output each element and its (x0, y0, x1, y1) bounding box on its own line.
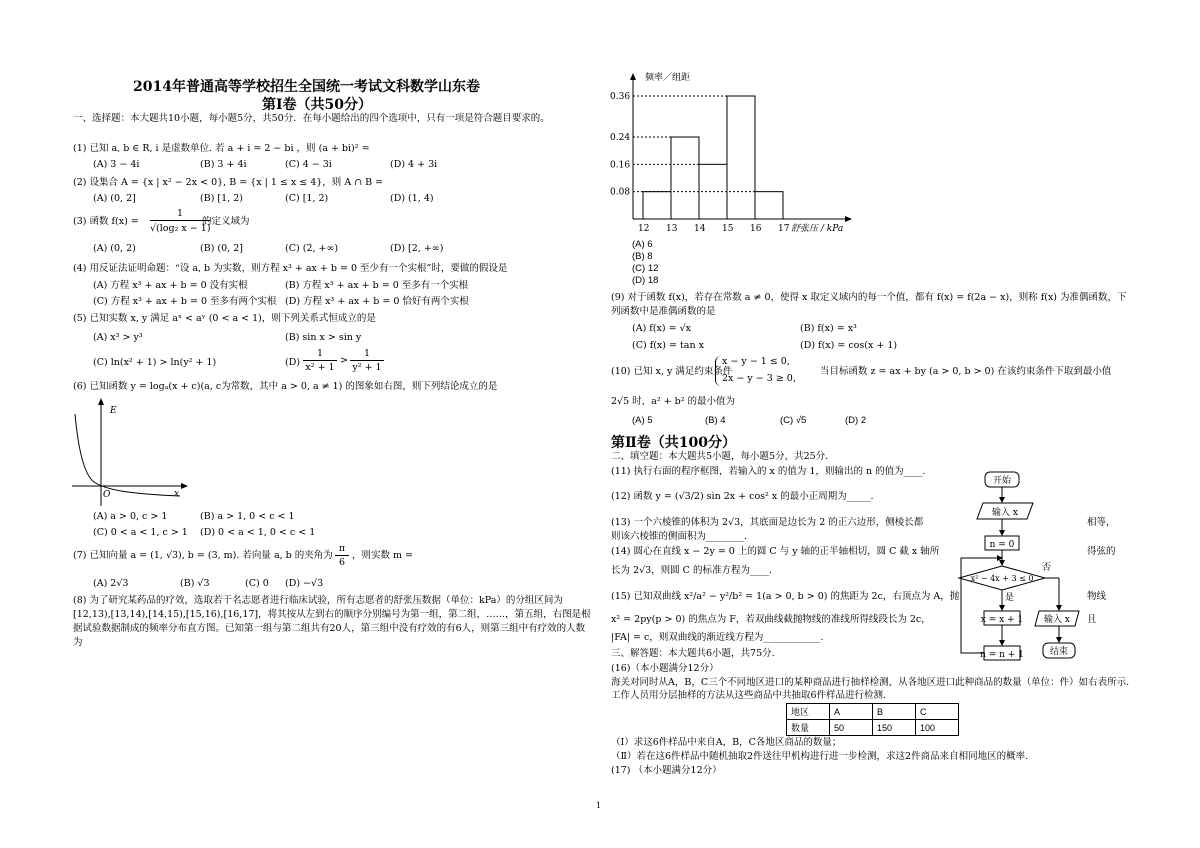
q6-option-d: (D) 0 < a < 1, 0 < c < 1 (200, 527, 316, 538)
x-axis-title: 舒张压 / kPa (791, 224, 844, 234)
q9-option-a: (A) f(x) = √x (632, 323, 691, 334)
q15-stem: (15) 已知双曲线 x²/a² − y²/b² = 1(a > 0, b > 0) 的焦距为 2c，右顶点为 A，抛 (611, 591, 960, 602)
q7-stem-pre: (7) 已知向量 a = (1, √3), b = (3, m). 若向量 a, b 的夹角为 (73, 550, 333, 561)
q1-option-d: (D) 4 + 3i (390, 159, 438, 170)
q6-curve (75, 414, 180, 496)
q12-stem: (12) 函数 y = (√3/2) sin 2x + cos² x 的最小正周期为_____. (611, 491, 874, 502)
q10-constraint-1: x − y − 1 ≤ 0, (722, 356, 790, 367)
q1-option-c: (C) 4 − 3i (285, 159, 332, 170)
flow-cond-text: x² − 4x + 3 ≤ 0 (970, 574, 1034, 583)
q9-option-d: (D) f(x) = cos(x + 1) (800, 340, 898, 351)
q5-d-left-bar (303, 360, 337, 361)
flow-init-text: n = 0 (989, 540, 1015, 550)
x-tick-label: 13 (666, 224, 678, 234)
x-tick-label: 17 (778, 224, 790, 234)
q10-option-d: (D) 2 (845, 415, 867, 426)
q6-axis-y-label: E (110, 406, 117, 416)
q7-frac-den: 6 (338, 557, 346, 568)
q5-option-c: (C) ln(x² + 1) > ln(y² + 1) (93, 357, 217, 368)
q13-stem-end: 相等， (1087, 517, 1116, 528)
flow-step2-text: n = n + 1 (980, 650, 1024, 660)
q4-option-c: (C) 方程 x³ + ax + b = 0 至多有两个实根 (93, 296, 277, 307)
q4-option-b: (B) 方程 x³ + ax + b = 0 至多有一个实根 (285, 280, 469, 291)
table-row (787, 704, 959, 720)
flow-output-text: 输入 x (1044, 615, 1070, 625)
flow-input-text: 输入 x (992, 508, 1018, 518)
q10-option-a: (A) 5 (632, 415, 653, 426)
q8-option-a: (A) 6 (632, 239, 653, 250)
q4-option-d: (D) 方程 x³ + ax + b = 0 恰好有两个实根 (285, 296, 469, 307)
q15-stem-2: x² = 2py(p > 0) 的焦点为 F，若双曲线截抛物线的准线所得线段长为 2c， (611, 614, 931, 625)
q3-option-b: (B) (0, 2] (200, 243, 243, 254)
q8-stem: (8) 为了研究某药品的疗效，选取若干名志愿者进行临床试验，所有志愿者的舒张压数据（单位：kPa）的分组区间为[12,13),[13,14),[14,15),[15,16),[16,17]，将其按从左到右的顺序分别编号为第一组，第二组，……，第五组，右图是根据试验数据制成的频率分布直方图。已知第一组与第二组共有20人，第三组中没有疗效的有6人，则第三组中有疗效的人数为 (73, 595, 591, 648)
q5-option-a: (A) x³ > y³ (93, 332, 143, 343)
q2-option-a: (A) (0, 2] (93, 193, 136, 204)
table-cell: B (873, 704, 916, 720)
q9-stem: (9) 对于函数 f(x)，若存在常数 a ≠ 0，使得 x 取定义域内的每一个值，都有 f(x) = f(2a − x)，则称 f(x) 为准偶函数，下列函数中是准偶函数的是 (611, 292, 1127, 317)
q8-option-d: (D) 18 (632, 275, 659, 286)
q6-option-c: (C) 0 < a < 1, c > 1 (93, 527, 188, 538)
table-cell: 100 (916, 720, 959, 736)
section2-instructions: 二、填空题：本大题共5小题，每小题5分，共25分. (611, 451, 829, 462)
y-tick-label: 0.16 (610, 160, 631, 171)
q6-option-b: (B) a > 1, 0 < c < 1 (200, 511, 295, 522)
q1-option-b: (B) 3 + 4i (200, 159, 247, 170)
histogram-bar (755, 192, 783, 219)
q11-stem: (11) 执行右面的程序框图，若输入的 x 的值为 1，则输出的 n 的值为____. (611, 466, 926, 477)
q9-option-b: (B) f(x) = x³ (800, 323, 857, 334)
y-tick-label: 0.08 (610, 187, 631, 198)
q5-option-d-label: (D) (285, 357, 301, 368)
q15-stem-end-2: 且 (1087, 614, 1097, 625)
table-cell: 地区 (787, 704, 830, 720)
flow-start-text: 开始 (992, 476, 1012, 486)
flow-no-label: 否 (1042, 563, 1052, 573)
q10-option-b: (B) 4 (705, 415, 726, 426)
q7-option-a: (A) 2√3 (93, 578, 129, 589)
q17-heading: (17) （本小题满分12分） (611, 765, 722, 776)
q10-option-c: (C) √5 (780, 415, 807, 426)
q14-stem-end: 得弦的 (1087, 546, 1116, 557)
y-tick-label: 0.36 (610, 92, 631, 102)
q3-option-d: (D) [2, +∞) (390, 243, 444, 254)
q10-stem-pre: (10) 已知 x, y 满足约束条件 (611, 366, 733, 377)
q14-stem-2: 长为 2√3，则圆 C 的标准方程为____. (611, 565, 772, 576)
q7-option-d: (D) −√3 (285, 578, 324, 589)
histogram-chart (600, 68, 890, 238)
q16-heading: (16)（本小题满分12分） (611, 663, 719, 674)
q2-option-c: (C) [1, 2) (285, 193, 329, 204)
q10-brace (715, 356, 721, 386)
part1-title: 第Ⅰ卷（共50分） (262, 97, 373, 113)
q3-option-a: (A) (0, 2) (93, 243, 136, 254)
q16-text: 海关对同时从A，B，C三个不同地区进口的某种商品进行抽样检测，从各地区进口此种商品的数量（单位：件）如右表所示. 工作人员用分层抽样的方法从这些商品中共抽取6件样品进行检测. (611, 677, 1130, 701)
q3-stem-post: 的定义域为 (202, 216, 250, 227)
q2-option-b: (B) [1, 2) (200, 193, 243, 204)
y-axis-title: 频率／组距 (645, 73, 691, 83)
q5-option-b: (B) sin x > sin y (285, 332, 362, 343)
q14-stem: (14) 圆心在直线 x − 2y = 0 上的圆 C 与 y 轴的正半轴相切，圆 C 截 x 轴所 (611, 546, 940, 557)
q3-option-c: (C) (2, +∞) (285, 243, 339, 254)
section1-instructions: 一、选择题：本大题共10小题，每小题5分，共50分．在每小题给出的四个选项中，只有一项是符合题目要求的。 (73, 113, 550, 124)
q10-stem-2: 2√5 时，a² + b² 的最小值为 (611, 396, 736, 407)
q3-frac-den: √(log₂ x − 1) (150, 223, 211, 234)
q8-option-b: (B) 8 (632, 251, 653, 262)
q3-frac-bar (150, 220, 210, 221)
q5-d-left-den: x² + 1 (305, 362, 335, 373)
flow-yes-label: 是 (1005, 593, 1015, 603)
q1-option-a: (A) 3 − 4i (93, 159, 140, 170)
x-tick-label: 12 (638, 224, 650, 234)
q2-stem: (2) 设集合 A = {x | x² − 2x < 0}, B = {x | 1 ≤ x ≤ 4}，则 A ∩ B = (73, 177, 384, 188)
q1-stem: (1) 已知 a, b ∈ R, i 是虚数单位. 若 a + i = 2 − bi ，则 (a + bi)² = (73, 143, 370, 154)
q5-d-left-num: 1 (316, 348, 324, 359)
q6-origin-label: O (103, 490, 111, 500)
table-cell: 150 (873, 720, 916, 736)
flowchart (955, 468, 1083, 668)
q7-option-b: (B) √3 (180, 578, 210, 589)
x-tick-label: 15 (722, 224, 734, 234)
q9-option-c: (C) f(x) = tan x (632, 340, 704, 351)
page-number: 1 (596, 801, 602, 810)
q6-graph (70, 396, 190, 508)
x-tick-label: 14 (694, 224, 706, 234)
q16-data-table (786, 703, 959, 736)
q8-option-c: (C) 12 (632, 263, 659, 274)
table-cell: 50 (830, 720, 873, 736)
q5-d-gt: > (340, 355, 348, 366)
table-row (787, 720, 959, 736)
part2-title: 第Ⅱ卷（共100分） (611, 435, 737, 451)
q5-d-right-den: y² + 1 (352, 362, 382, 373)
histogram-bar (643, 192, 671, 219)
histogram-bar (671, 137, 699, 219)
q15-stem-3: |FA| = c，则双曲线的渐近线方程为____________. (611, 632, 824, 643)
q15-stem-end: 物线 (1087, 591, 1107, 602)
q13-stem-2: 则该六棱锥的侧面积为________. (611, 531, 748, 542)
section3-instructions: 三、解答题：本大题共6小题，共75分. (611, 648, 775, 659)
q5-stem: (5) 已知实数 x, y 满足 aˣ < aʸ (0 < a < 1)，则下列关系式恒成立的是 (73, 313, 376, 324)
q6-axis-x-label: x (174, 489, 180, 499)
q7-frac-bar (335, 555, 349, 556)
q3-stem-pre: (3) 函数 f(x) = (73, 216, 139, 227)
q10-stem-post: 当目标函数 z = ax + by (a > 0, b > 0) 在该约束条件下取到最小值 (820, 366, 1112, 377)
q13-stem: (13) 一个六棱锥的体积为 2√3，其底面是边长为 2 的正六边形，侧棱长都 (611, 517, 924, 528)
q16-part-1: （Ⅰ）求这6件样品中来自A，B，C各地区商品的数量； (611, 737, 842, 748)
q16-part-2: （Ⅱ）若在这6件样品中随机抽取2件送往甲机构进行进一步检测，求这2件商品来自相同地区的概率. (611, 751, 1029, 762)
x-tick-label: 16 (750, 224, 762, 234)
q6-stem: (6) 已知函数 y = logₐ(x + c)(a, c为常数，其中 a > 0, a ≠ 1) 的图象如右图，则下列结论成立的是 (73, 381, 498, 392)
q6-option-a: (A) a > 0, c > 1 (93, 511, 168, 522)
table-cell: 数量 (787, 720, 830, 736)
q7-stem-post: ，则实数 m = (352, 550, 414, 561)
q4-option-a: (A) 方程 x³ + ax + b = 0 没有实根 (93, 280, 248, 291)
x-axis-arrow (845, 216, 852, 222)
q6-y-arrow (98, 398, 104, 405)
q6-x-arrow (181, 483, 188, 489)
table-cell: C (916, 704, 959, 720)
y-tick-label: 0.24 (610, 133, 631, 143)
q3-frac-num: 1 (176, 208, 184, 219)
histogram-bar (727, 96, 755, 219)
q7-option-c: (C) 0 (245, 578, 269, 589)
q10-constraint-2: 2x − y − 3 ≥ 0, (722, 373, 796, 384)
q2-option-d: (D) (1, 4) (390, 193, 434, 204)
y-axis-arrow (630, 73, 636, 80)
flow-step1-text: x = x + 1 (980, 615, 1024, 625)
q7-frac-num: π (338, 543, 346, 554)
q5-d-right-num: 1 (363, 348, 371, 359)
exam-title: 2014年普通高等学校招生全国统一考试文科数学山东卷 (133, 79, 480, 95)
q4-stem: (4) 用反证法证明命题：“设 a, b 为实数，则方程 x³ + ax + b = 0 至少有一个实根”时，要做的假设是 (73, 263, 508, 274)
q5-d-right-bar (350, 360, 384, 361)
flow-end-text: 结束 (1049, 647, 1069, 657)
table-cell: A (830, 704, 873, 720)
